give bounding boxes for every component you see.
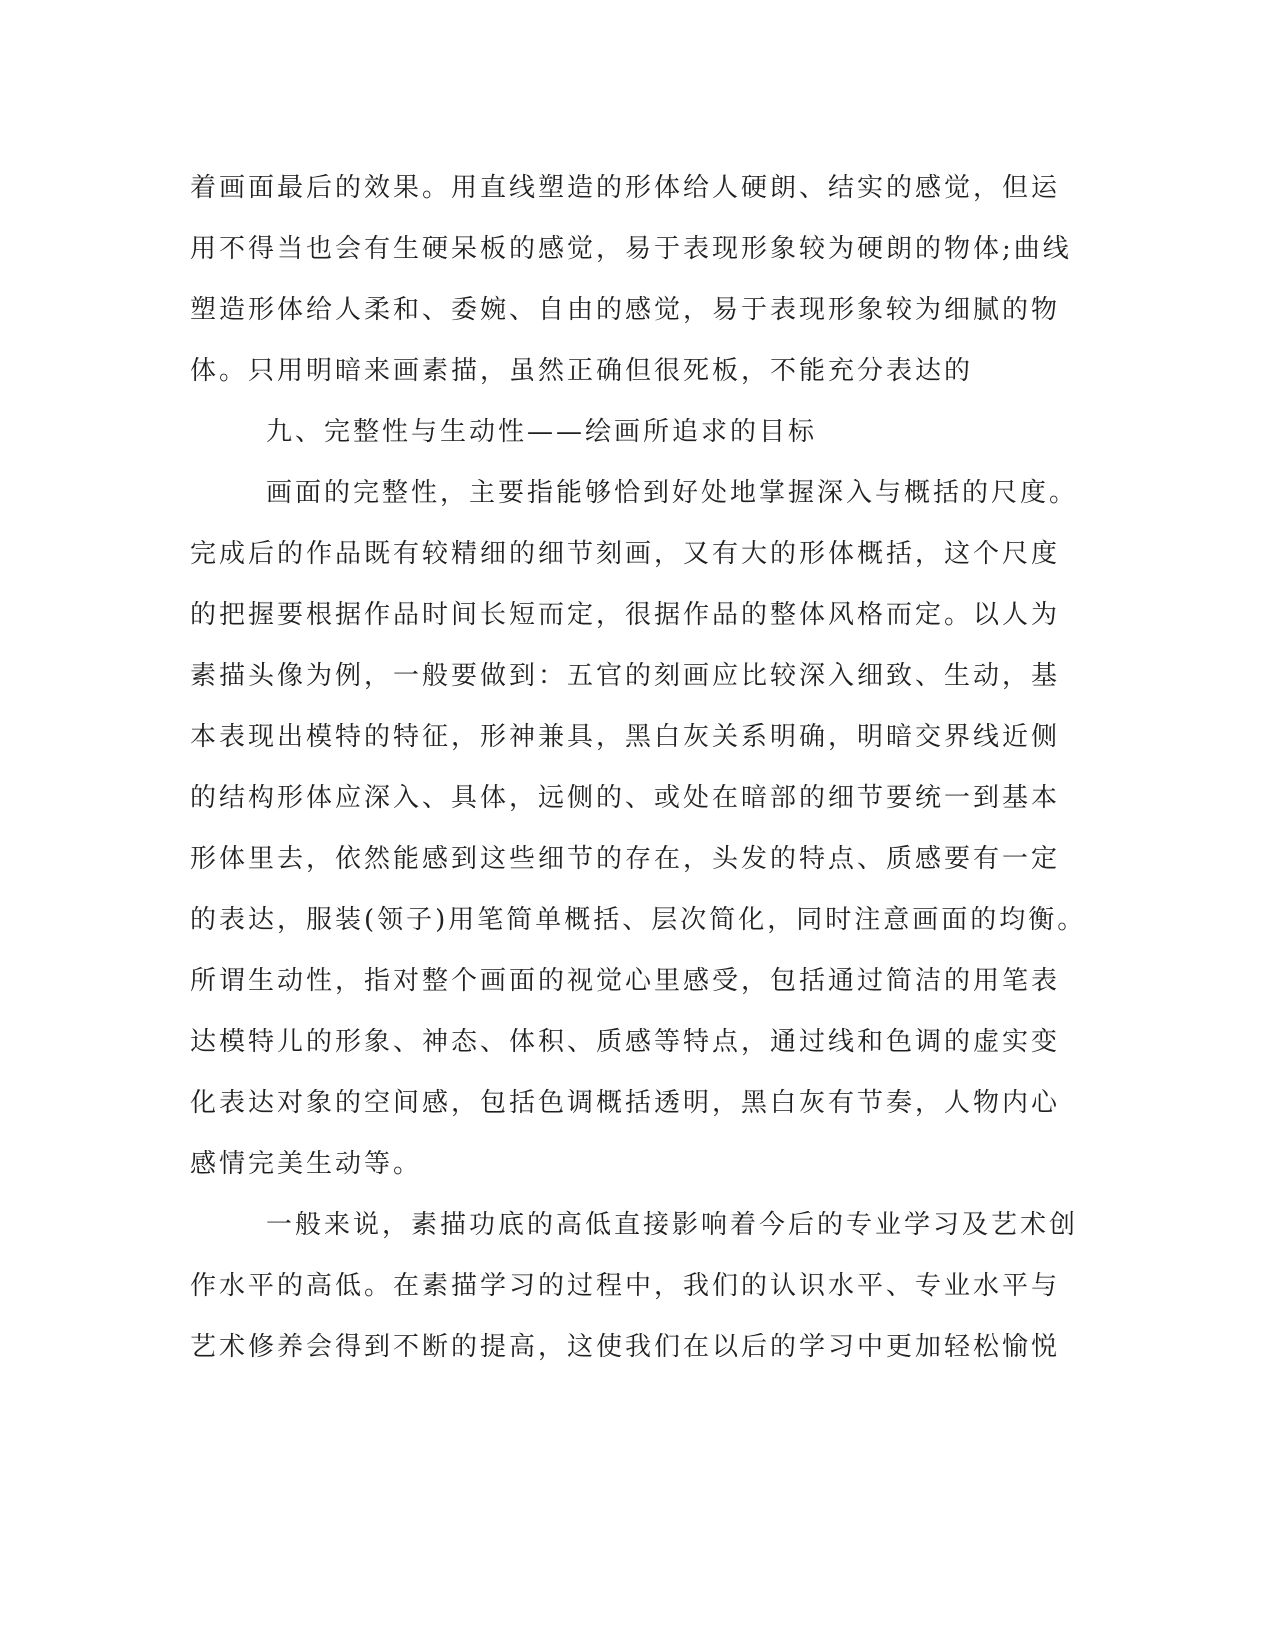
- text-line: 的结构形体应深入、具体，远侧的、或处在暗部的细节要统一到基本: [190, 783, 1061, 813]
- text-line: 塑造形体给人柔和、委婉、自由的感觉，易于表现形象较为细腻的物: [190, 295, 1061, 325]
- text-line: 用不得当也会有生硬呆板的感觉，易于表现形象较为硬朗的物体;曲线: [190, 234, 1072, 264]
- text-line: 达模特儿的形象、神态、体积、质感等特点，通过线和色调的虚实变: [190, 1027, 1061, 1057]
- text-line: 着画面最后的效果。用直线塑造的形体给人硬朗、结实的感觉，但运: [190, 173, 1061, 203]
- text-line: 体。只用明暗来画素描，虽然正确但很死板，不能充分表达的: [190, 356, 974, 386]
- text-line: 的把握要根据作品时间长短而定，很据作品的整体风格而定。以人为: [190, 600, 1061, 630]
- text-line: 作水平的高低。在素描学习的过程中，我们的认识水平、专业水平与: [190, 1271, 1061, 1301]
- text-line: 化表达对象的空间感，包括色调概括透明，黑白灰有节奏，人物内心: [190, 1088, 1061, 1118]
- section-heading: 九、完整性与生动性——绘画所追求的目标: [266, 417, 818, 447]
- text-line: 本表现出模特的特征，形神兼具，黑白灰关系明确，明暗交界线近侧: [190, 722, 1061, 752]
- text-line: 形体里去，依然能感到这些细节的存在，头发的特点、质感要有一定: [190, 844, 1061, 874]
- document-body: [190, 158, 1087, 1378]
- text-line: 感情完美生动等。: [190, 1149, 423, 1179]
- text-line: 所谓生动性，指对整个画面的视觉心里感受，包括通过简洁的用笔表: [190, 966, 1061, 996]
- text-line: 画面的完整性，主要指能够恰到好处地掌握深入与概括的尺度。: [266, 478, 1079, 508]
- text-line: 一般来说，素描功底的高低直接影响着今后的专业学习及艺术创: [266, 1210, 1079, 1240]
- text-line: 素描头像为例，一般要做到：五官的刻画应比较深入细致、生动，基: [190, 661, 1061, 691]
- text-line: 的表达，服装(领子)用笔简单概括、层次简化，同时注意画面的均衡。: [190, 905, 1087, 935]
- text-line: 艺术修养会得到不断的提高，这使我们在以后的学习中更加轻松愉悦: [190, 1332, 1061, 1362]
- text-line: 完成后的作品既有较精细的细节刻画，又有大的形体概括，这个尺度: [190, 539, 1061, 569]
